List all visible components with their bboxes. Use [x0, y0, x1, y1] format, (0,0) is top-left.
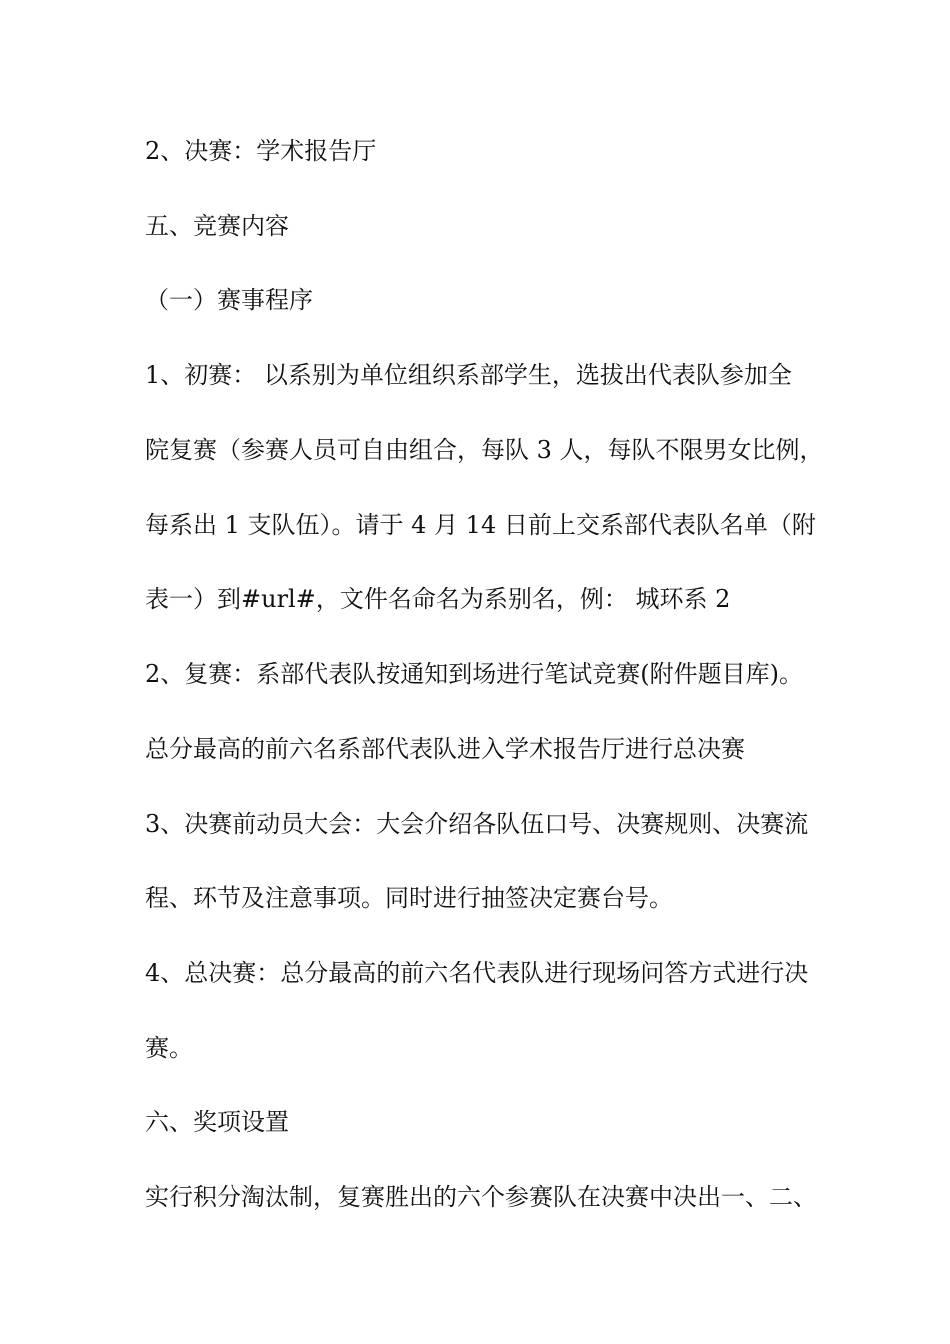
grand-final-line-1: 4、总决赛：总分最高的前六名代表队进行现场问答方式进行决	[145, 959, 809, 987]
awards-line-1: 实行积分淘汰制，复赛胜出的六个参赛队在决赛中决出一、二、	[145, 1183, 817, 1211]
section-five-heading: 五、竞赛内容	[145, 212, 289, 240]
preliminary-line-4: 表一）到#url#，文件名命名为系别名，例： 城环系 2	[145, 585, 731, 613]
mobilization-line-1: 3、决赛前动员大会：大会介绍各队伍口号、决赛规则、决赛流	[145, 810, 809, 838]
grand-final-line-2: 赛。	[145, 1034, 193, 1062]
preliminary-line-3: 每系出 1 支队伍）。请于 4 月 14 日前上交系部代表队名单（附	[145, 511, 816, 539]
semifinal-line-2: 总分最高的前六名系部代表队进入学术报告厅进行总决赛	[145, 735, 745, 763]
preliminary-line-1: 1、初赛： 以系别为单位组织系部学生，选拔出代表队参加全	[145, 361, 792, 389]
semifinal-line-1: 2、复赛：系部代表队按通知到场进行笔试竞赛(附件题目库)。	[145, 660, 803, 688]
mobilization-line-2: 程、环节及注意事项。同时进行抽签决定赛台号。	[145, 884, 673, 912]
preliminary-line-2: 院复赛（参赛人员可自由组合，每队 3 人，每队不限男女比例，	[145, 436, 824, 464]
venue-final-line: 2、决赛：学术报告厅	[145, 137, 377, 165]
section-six-heading: 六、奖项设置	[145, 1108, 289, 1136]
subsection-procedure-heading: （一）赛事程序	[145, 286, 313, 314]
